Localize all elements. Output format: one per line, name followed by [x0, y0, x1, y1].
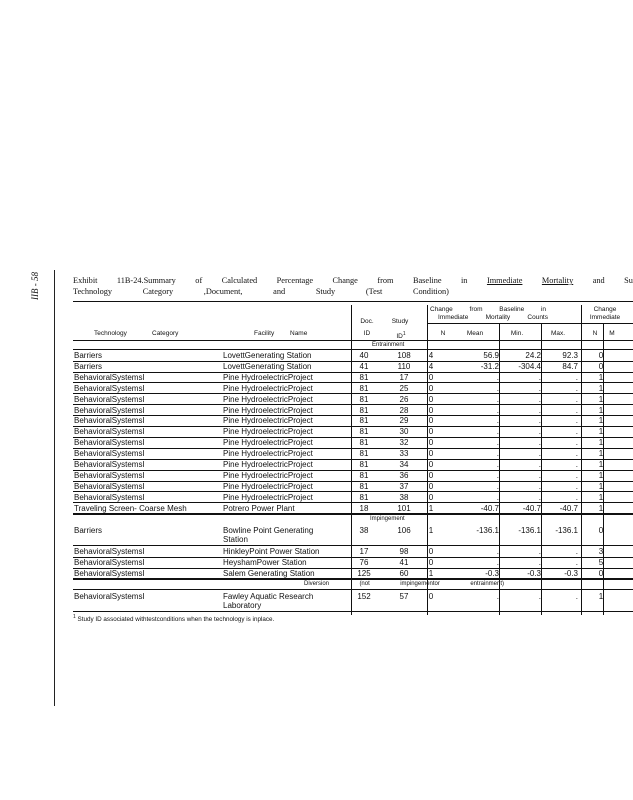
table-cell-study: 25: [399, 383, 409, 393]
entrainment-rule: [73, 349, 633, 350]
table-row: [73, 438, 633, 447]
table-cell-facility: Pine HydroelectricProject: [223, 449, 313, 459]
table-cell-n: 0: [428, 557, 434, 567]
table-cell-max: -40.7: [559, 503, 578, 513]
table-cell-n2: 1: [598, 372, 604, 382]
table-bottom-rule: [73, 611, 633, 612]
header-max: Max.: [550, 330, 566, 337]
table-cell-n: 0: [428, 470, 434, 480]
table-row: [73, 547, 633, 556]
table-cell-mean: -31.2: [480, 361, 499, 371]
table-cell-study: 33: [399, 449, 409, 459]
table-cell-study: 34: [399, 460, 409, 469]
table-cell-n2: 0: [598, 361, 604, 371]
title-word: Condition): [412, 287, 449, 296]
title-word: 11B-24.Summary: [116, 276, 176, 285]
table-cell-min: .: [538, 492, 541, 502]
table-cell-study: 32: [399, 438, 409, 448]
header-technology: Technology: [94, 330, 127, 337]
table-cell-n2: 1: [598, 427, 604, 437]
table-cell-mean: .: [496, 460, 499, 469]
table-cell-facility: Pine HydroelectricProject: [223, 405, 313, 415]
table-cell-mean: .: [496, 394, 499, 404]
table-cell-max: -0.3: [564, 568, 578, 578]
table-cell-n: 0: [428, 427, 434, 437]
table-cell-max: .: [575, 416, 578, 426]
table-cell-n: 0: [428, 372, 434, 382]
table-cell-tech: BehavioralSystemsI: [74, 492, 145, 502]
table-cell-n: 0: [428, 383, 434, 393]
table-cell-study: 38: [399, 492, 409, 502]
title-word: Study: [315, 287, 336, 296]
table-cell-n2: 1: [598, 481, 604, 491]
header-min: Min.: [510, 330, 524, 337]
header-category: Category: [152, 330, 179, 337]
title-word: Su: [624, 276, 633, 285]
table-cell-study: 36: [399, 470, 409, 480]
table-cell-facility: Pine HydroelectricProject: [223, 383, 313, 393]
table-cell-facility: LovettGenerating Station: [223, 361, 312, 371]
title-word: Category: [142, 287, 174, 296]
table-cell-tech: Traveling Screen- Coarse Mesh: [74, 503, 187, 513]
table-cell-tech: BehavioralSystemsI: [74, 383, 145, 393]
table-cell-mean: .: [496, 557, 499, 567]
table-cell-n2: 1: [598, 492, 604, 502]
table-cell-max: .: [575, 394, 578, 404]
section-impingement: Impingement: [370, 516, 405, 522]
section-diversion: Diversion (not impingementor entrainment): [304, 581, 504, 587]
table-cell-n2: 1: [598, 438, 604, 448]
table-cell-facility: Pine HydroelectricProject: [223, 416, 313, 426]
table-cell-tech: BehavioralSystemsI: [74, 394, 145, 404]
table-cell-study: 26: [399, 394, 409, 404]
table-cell-mean: .: [496, 492, 499, 502]
title-word: and: [592, 276, 605, 285]
table-cell-n2: 1: [598, 503, 604, 513]
header-change-group2-line2: Immediate: [589, 314, 621, 321]
table-cell-tech: BehavioralSystemsI: [74, 481, 145, 491]
table-cell-tech: Barriers: [74, 361, 103, 371]
table-cell-n2: 0: [598, 351, 604, 360]
title-word: Change: [332, 276, 358, 285]
table-cell-n2: 3: [598, 547, 604, 556]
table-cell-max: 92.3: [562, 351, 578, 360]
table-cell-doc: 81: [359, 460, 369, 469]
table-cell-mean: .: [496, 438, 499, 448]
table-cell-max: .: [575, 449, 578, 459]
table-cell-study: 29: [399, 416, 409, 426]
header-name: Name: [290, 330, 308, 337]
table-row: [73, 384, 633, 393]
table-row-bowline-cont: Station: [223, 535, 248, 544]
table-cell-mean: .: [496, 383, 499, 393]
table-cell-min: .: [538, 470, 541, 480]
table-cell-study: 41: [399, 557, 409, 567]
left-margin-rule: [54, 270, 55, 706]
table-cell-doc: 81: [359, 449, 369, 459]
title-rule: [73, 301, 633, 302]
table-cell-facility: Pine HydroelectricProject: [223, 372, 313, 382]
table-row: [73, 416, 633, 425]
table-row: [73, 351, 633, 360]
table-cell-doc: 81: [359, 394, 369, 404]
table-row: [73, 460, 633, 469]
header-change-group: Change from Baseline in: [430, 306, 546, 313]
table-cell-min: .: [538, 405, 541, 415]
table-cell-mean: .: [496, 547, 499, 556]
table-cell-n: 0: [428, 394, 434, 404]
table-cell-n2: 1: [598, 460, 604, 469]
table-cell-min: .: [538, 372, 541, 382]
table-cell-min: .: [538, 547, 541, 556]
table-cell-n: 4: [428, 361, 434, 371]
table-cell-min: .: [538, 481, 541, 491]
table-cell-doc: 81: [359, 427, 369, 437]
table-cell-min: -40.7: [522, 503, 541, 513]
table-row: [73, 569, 633, 578]
table-cell-facility: Pine HydroelectricProject: [223, 427, 313, 437]
diversion-rule-bottom: [73, 589, 633, 590]
table-row: [73, 395, 633, 404]
table-cell-min: .: [538, 449, 541, 459]
table-cell-tech: BehavioralSystemsI: [74, 416, 145, 426]
table-cell-facility: Pine HydroelectricProject: [223, 492, 313, 502]
table-cell-doc: 81: [359, 438, 369, 448]
table-cell-mean: .: [496, 405, 499, 415]
table-cell-mean: .: [496, 372, 499, 382]
diversion-rule: [73, 579, 633, 580]
table-cell-tech: BehavioralSystemsI: [74, 449, 145, 459]
impingement-rule: [73, 514, 633, 515]
table-cell-max: .: [575, 427, 578, 437]
title-word: in: [461, 276, 468, 285]
table-cell-min: -304.4: [518, 361, 541, 371]
header-doc: Doc.: [360, 318, 374, 325]
table-cell-tech: BehavioralSystemsI: [74, 568, 145, 578]
table-cell-max: .: [575, 460, 578, 469]
table-row: [73, 362, 633, 371]
table-cell-mean: -40.7: [480, 503, 499, 513]
header-rule: [73, 340, 633, 341]
table-cell-tech: BehavioralSystemsI: [74, 460, 145, 469]
table-cell-study: 98: [399, 547, 409, 556]
table-cell-max: .: [575, 438, 578, 448]
row-rule: [73, 545, 633, 546]
header-doc-id: ID: [363, 330, 371, 337]
table-cell-max: .: [575, 470, 578, 480]
header-change-group2: Change: [593, 306, 617, 313]
table-cell-min: .: [538, 557, 541, 567]
title-word: from: [377, 276, 394, 285]
section-entrainment: Entrainment: [372, 342, 405, 348]
table-cell-study: 17: [399, 372, 409, 382]
table-cell-study: 28: [399, 405, 409, 415]
table-cell-n: 0: [428, 405, 434, 415]
table-cell-tech: BehavioralSystemsI: [74, 557, 145, 567]
table-cell-max: .: [575, 405, 578, 415]
table-cell-facility: HeyshamPower Station: [223, 557, 307, 567]
table-cell-tech: BehavioralSystemsI: [74, 372, 145, 382]
header-change-group-line2: Immediate Mortality Counts: [438, 314, 548, 321]
table-cell-max: .: [575, 492, 578, 502]
table-row: [73, 493, 633, 502]
table-cell-n: 4: [428, 351, 434, 360]
table-cell-doc: 18: [359, 503, 369, 513]
title-word: Mortality: [541, 276, 574, 285]
table-cell-study: 37: [399, 481, 409, 491]
table-row-fawley: BehavioralSystemsI Fawley Aquatic Research 152 57 0 . . . 1: [74, 592, 604, 601]
table-cell-min: .: [538, 438, 541, 448]
table-cell-tech: Barriers: [74, 351, 103, 360]
table-cell-n: 0: [428, 449, 434, 459]
table-cell-facility: Pine HydroelectricProject: [223, 481, 313, 491]
table-cell-n2: 1: [598, 383, 604, 393]
table-cell-doc: 81: [359, 383, 369, 393]
exhibit-title: [73, 275, 633, 297]
table-cell-doc: 41: [359, 361, 369, 371]
table-cell-study: 30: [399, 427, 409, 437]
table-cell-min: .: [538, 383, 541, 393]
table-cell-tech: BehavioralSystemsI: [74, 438, 145, 448]
table-cell-n: 0: [428, 416, 434, 426]
table-cell-facility: Pine HydroelectricProject: [223, 470, 313, 480]
table-cell-min: 24.2: [525, 351, 541, 360]
header-study-id: $ID^1$: [396, 331, 406, 341]
table-cell-doc: 81: [359, 492, 369, 502]
table-cell-facility: Pine HydroelectricProject: [223, 438, 313, 448]
title-word: and: [273, 287, 286, 296]
table-cell-tech: BehavioralSystemsI: [74, 405, 145, 415]
table-cell-tech: BehavioralSystemsI: [74, 470, 145, 480]
table-cell-facility: Pine HydroelectricProject: [223, 460, 313, 469]
table-cell-max: .: [575, 547, 578, 556]
table-cell-study: 110: [397, 361, 411, 371]
table-cell-max: .: [575, 481, 578, 491]
table-cell-min: .: [538, 416, 541, 426]
title-word: Exhibit: [73, 276, 98, 285]
table-cell-n: 0: [428, 492, 434, 502]
table-cell-doc: 40: [359, 351, 369, 360]
table-cell-doc: 125: [357, 568, 371, 578]
table-cell-study: 60: [399, 568, 409, 578]
table-cell-mean: 56.9: [483, 351, 499, 360]
title-word: ,Document,: [203, 287, 243, 296]
table-cell-doc: 81: [359, 416, 369, 426]
table-cell-n: 0: [428, 547, 434, 556]
table-cell-min: .: [538, 427, 541, 437]
table-cell-n2: 1: [598, 470, 604, 480]
table-cell-facility: HinkleyPoint Power Station: [223, 547, 320, 556]
page-number: IIB - 58: [30, 272, 40, 300]
table-row: [73, 558, 633, 567]
header-facility: Facility: [254, 330, 275, 337]
table-cell-n: 1: [428, 568, 434, 578]
title-word: Technology: [73, 287, 113, 296]
table-cell-n2: 1: [598, 405, 604, 415]
title-word: Percentage: [276, 276, 314, 285]
table-cell-mean: .: [496, 416, 499, 426]
table-cell-mean: .: [496, 427, 499, 437]
table-cell-study: 101: [397, 503, 411, 513]
table-cell-mean: .: [496, 449, 499, 459]
table-row-bowline: Barriers Bowline Point Generating 38 106 1 -136.1 -136.1 -136.1 0: [74, 526, 604, 535]
table-cell-mean: .: [496, 470, 499, 480]
header-mean: Mean: [466, 330, 484, 337]
table-cell-min: .: [538, 394, 541, 404]
table-row: [73, 427, 633, 436]
table-row: [73, 504, 633, 513]
table-cell-min: -0.3: [527, 568, 541, 578]
table-row: [73, 471, 633, 480]
table-cell-n2: 0: [598, 568, 604, 578]
table-row: [73, 449, 633, 458]
table-cell-max: .: [575, 557, 578, 567]
table-row: [73, 373, 633, 382]
table-cell-facility: Salem Generating Station: [223, 568, 315, 578]
table-cell-facility: Pine HydroelectricProject: [223, 394, 313, 404]
table-cell-mean: -0.3: [485, 568, 499, 578]
table-cell-tech: BehavioralSystemsI: [74, 547, 145, 556]
table-cell-n: 0: [428, 481, 434, 491]
table-cell-doc: 81: [359, 481, 369, 491]
table-cell-max: .: [575, 372, 578, 382]
title-word: (Test: [365, 287, 383, 296]
table-cell-min: .: [538, 460, 541, 469]
table-cell-doc: 81: [359, 405, 369, 415]
table-cell-doc: 17: [359, 547, 369, 556]
header-study: Study: [391, 318, 409, 325]
table-cell-doc: 81: [359, 470, 369, 480]
table-cell-max: 84.7: [562, 361, 578, 371]
table-cell-mean: .: [496, 481, 499, 491]
table-cell-facility: Potrero Power Plant: [223, 503, 295, 513]
table-cell-n: 1: [428, 503, 434, 513]
title-word: Immediate: [486, 276, 523, 285]
table-row: [73, 482, 633, 491]
footnote: $^1$ Study ID associated withtestconditions when the technology is inplace.: [73, 614, 275, 624]
table-cell-n2: 5: [598, 557, 604, 567]
table-cell-tech: BehavioralSystemsI: [74, 427, 145, 437]
table-cell-max: .: [575, 383, 578, 393]
table-cell-doc: 76: [359, 557, 369, 567]
table-cell-n: 0: [428, 460, 434, 469]
table-cell-study: 108: [397, 351, 411, 360]
title-word: of: [195, 276, 203, 285]
header-n2: N: [592, 330, 598, 337]
table-cell-facility: LovettGenerating Station: [223, 351, 312, 360]
table-cell-n2: 1: [598, 449, 604, 459]
table-cell-n: 0: [428, 438, 434, 448]
title-word: Calculated: [221, 276, 258, 285]
table-cell-n2: 1: [598, 394, 604, 404]
table-row-fawley-cont: Laboratory: [223, 601, 262, 610]
header-n: N: [440, 330, 446, 337]
title-word: Baseline: [412, 276, 442, 285]
header-m2: M: [609, 330, 615, 337]
table-row: [73, 406, 633, 415]
table-cell-doc: 81: [359, 372, 369, 382]
table-cell-n2: 1: [598, 416, 604, 426]
